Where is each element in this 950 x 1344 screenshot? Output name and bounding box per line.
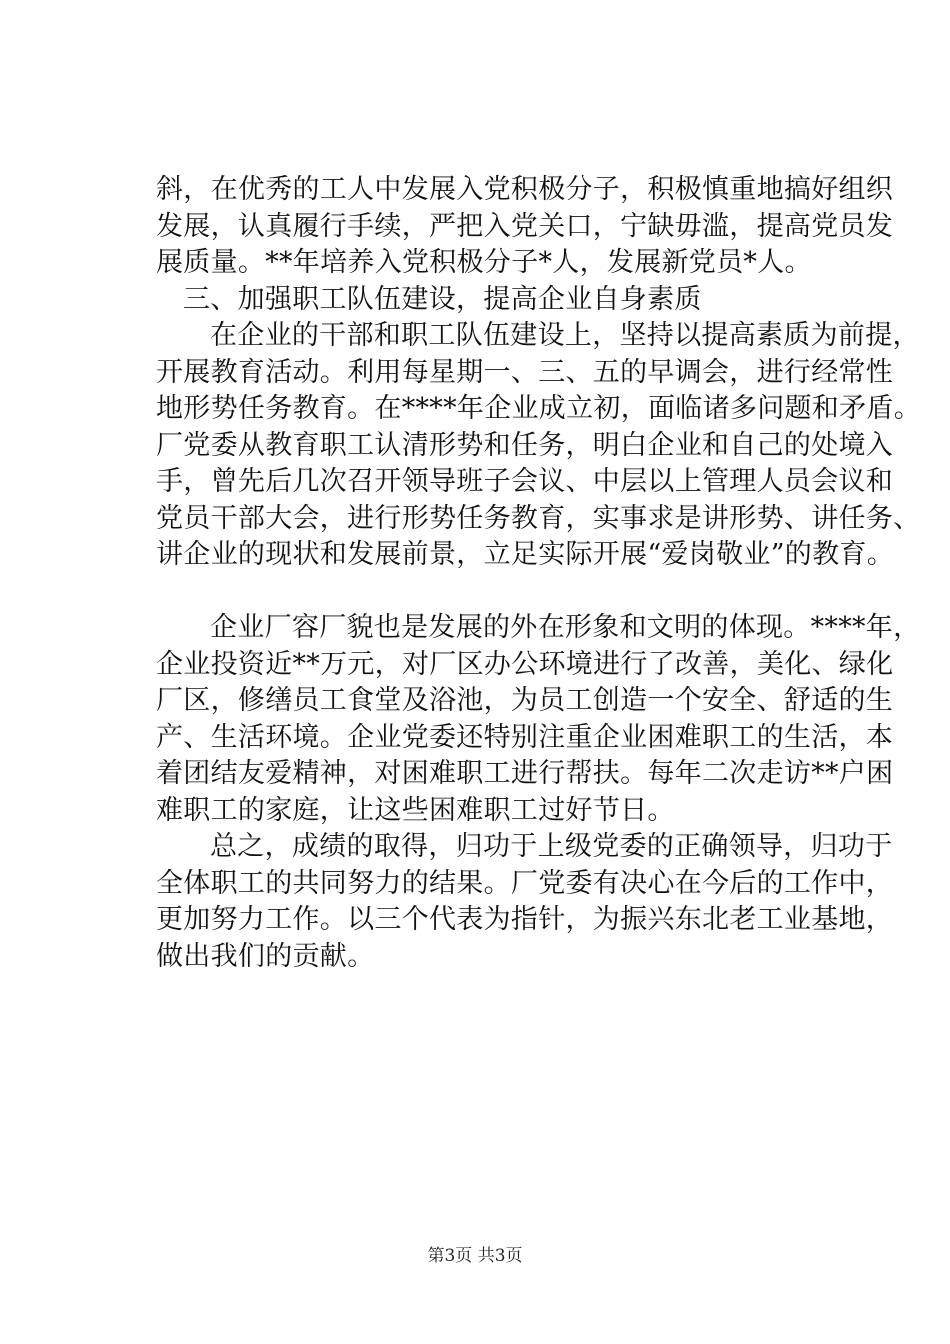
paragraph-first-line: 企业厂容厂貌也是发展的外在形象和文明的体现。****年， [210, 612, 921, 643]
paragraph-first-line: 在企业的干部和职工队伍建设上，坚持以提高素质为前提， [210, 320, 920, 351]
text-line: 全体职工的共同努力的结果。厂党委有决心在今后的工作中， [156, 867, 894, 899]
text-line: 企业投资近**万元，对厂区办公环境进行了改善，美化、绿化 [156, 648, 894, 680]
text-line: 更加努力工作。以三个代表为指针，为振兴东北老工业基地， [156, 904, 894, 935]
paragraph-gap [156, 574, 876, 611]
section-heading: 三、加强职工队伍建设，提高企业自身素质 [183, 283, 702, 315]
text-line: 地形势任务教育。在****年企业成立初，面临诸多问题和矛盾。 [156, 393, 921, 424]
text-line: 产、生活环境。企业党委还特别注重企业困难职工的生活，本 [156, 721, 894, 753]
paragraph-first-line: 总之，成绩的取得，归功于上级党委的正确领导，归功于 [210, 831, 893, 862]
text-line: 讲企业的现状和发展前景，立足实际开展“爱岗敬业”的教育。 [156, 539, 895, 570]
text-line: 开展教育活动。利用每星期一、三、五的早调会，进行经常性 [156, 356, 894, 388]
document-body [156, 172, 921, 975]
text-line: 厂区，修缮员工食堂及浴池，为员工创造一个安全、舒适的生 [156, 685, 894, 716]
page-number: 第3页 共3页 [427, 1246, 523, 1266]
text-line: 厂党委从教育职工认清形势和任务，明白企业和自己的处境入 [156, 429, 894, 461]
text-line: 手，曾先后几次召开领导班子会议、中层以上管理人员会议和 [156, 466, 894, 497]
text-line: 着团结友爱精神，对困难职工进行帮扶。每年二次走访**户困 [156, 758, 894, 789]
text-line: 党员干部大会，进行形势任务教育，实事求是讲形势、讲任务、 [156, 502, 921, 534]
text-line: 做出我们的贡献。 [156, 940, 375, 972]
text-line: 展质量。**年培养入党积极分子*人，发展新党员*人。 [156, 247, 812, 278]
text-line: 发展，认真履行手续，严把入党关口，宁缺毋滥，提高党员发 [156, 210, 894, 242]
text-line: 斜，在优秀的工人中发展入党积极分子，积极慎重地搞好组织 [156, 174, 894, 205]
text-line: 难职工的家庭，让这些困难职工过好节日。 [156, 794, 675, 826]
page-footer [0, 1245, 950, 1267]
